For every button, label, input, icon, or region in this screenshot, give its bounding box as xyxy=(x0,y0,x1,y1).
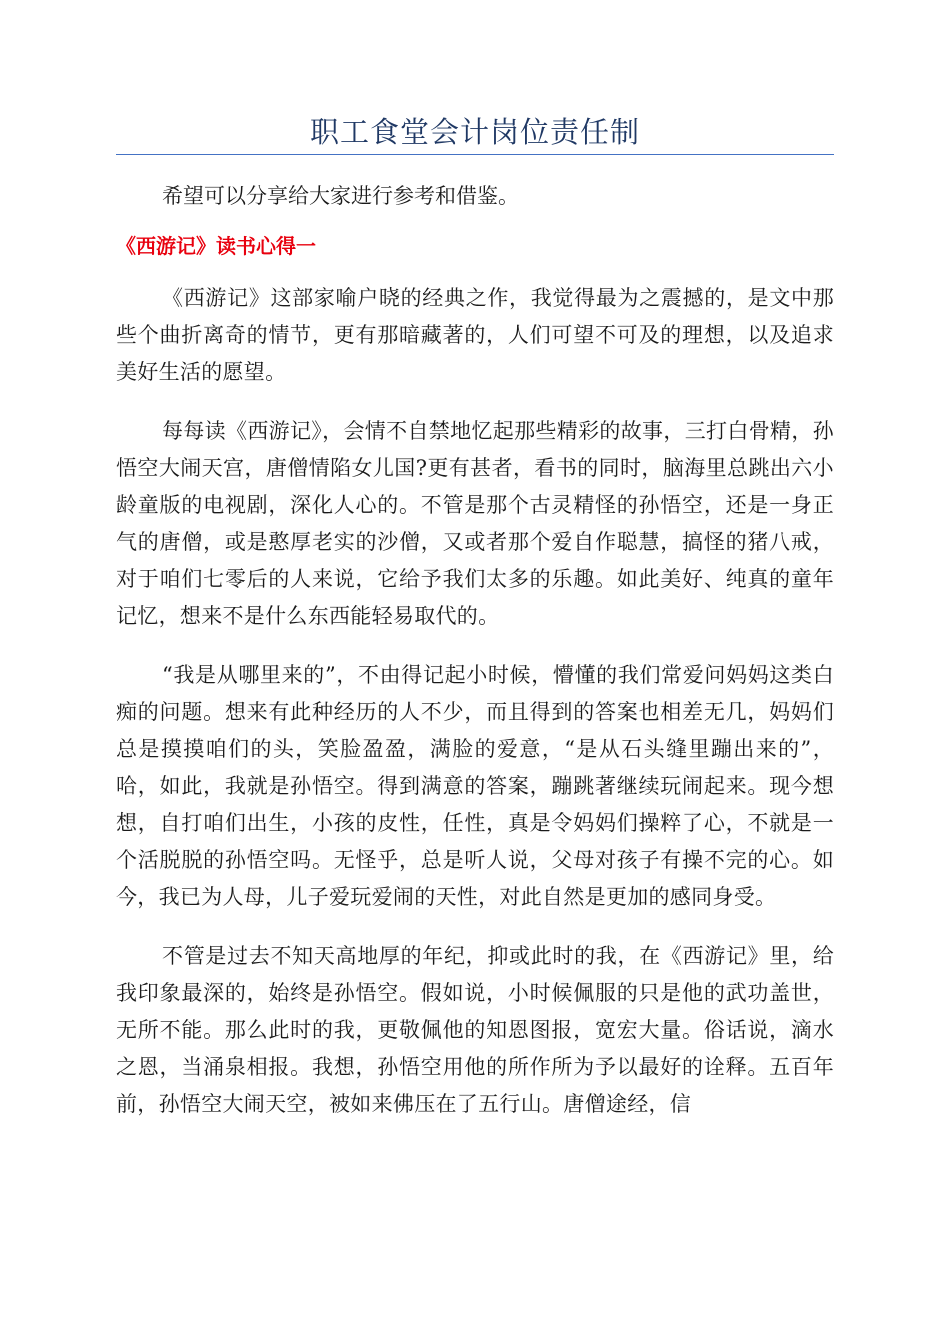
paragraph-1: 《西游记》这部家喻户晓的经典之作，我觉得最为之震撼的，是文中那些个曲折离奇的情节，更有那暗藏著的，人们可望不可及的理想，以及追求美好生活的愿望。 xyxy=(116,286,834,384)
title-underline xyxy=(116,154,834,155)
paragraph-2: 每每读《西游记》，会情不自禁地忆起那些精彩的故事，三打白骨精，孙悟空大闹天宫，唐僧情陷女儿国?更有甚者，看书的同时，脑海里总跳出六小龄童版的电视剧，深化人心的。不管是那个古灵精怪的孙悟空，还是一身正气的唐僧，或是憨厚老实的沙僧，又或者那个爱自作聪慧，搞怪的猪八戒，对于咱们七零后的人来说，它给予我们太多的乐趣。如此美好、纯真的童年记忆，想来不是什么东西能轻易取代的。 xyxy=(116,419,834,628)
document-title: 职工食堂会计岗位责任制 xyxy=(309,115,640,149)
paragraph-4: 不管是过去不知天高地厚的年纪，抑或此时的我，在《西游记》里，给我印象最深的，始终是孙悟空。假如说，小时候佩服的只是他的武功盖世，无所不能。那么此时的我，更敬佩他的知恩图报，宽宏大量。俗话说，滴水之恩，当涌泉相报。我想，孙悟空用他的所作所为予以最好的诠释。五百年前，孙悟空大闹天空，被如来佛压在了五行山。唐僧途经，信 xyxy=(116,944,834,1116)
intro-text: 希望可以分享给大家进行参考和借鉴。 xyxy=(162,184,519,208)
body-text xyxy=(116,280,834,1145)
section-heading: 《西游记》读书心得一 xyxy=(116,234,316,258)
paragraph-3: “我是从哪里来的”，不由得记起小时候，懵懂的我们常爱问妈妈这类白痴的问题。想来有此种经历的人不少，而且得到的答案也相差无几，妈妈们总是摸摸咱们的头，笑脸盈盈，满脸的爱意，“是从石头缝里蹦出来的”，哈，如此，我就是孙悟空。得到满意的答案，蹦跳著继续玩闹起来。现今想想，自打咱们出生，小孩的皮性，任性，真是令妈妈们操粹了心，不就是一个活脱脱的孙悟空吗。无怪乎，总是听人说，父母对孩子有操不完的心。如今，我已为人母，儿子爱玩爱闹的天性，对此自然是更加的感同身受。 xyxy=(116,663,834,909)
